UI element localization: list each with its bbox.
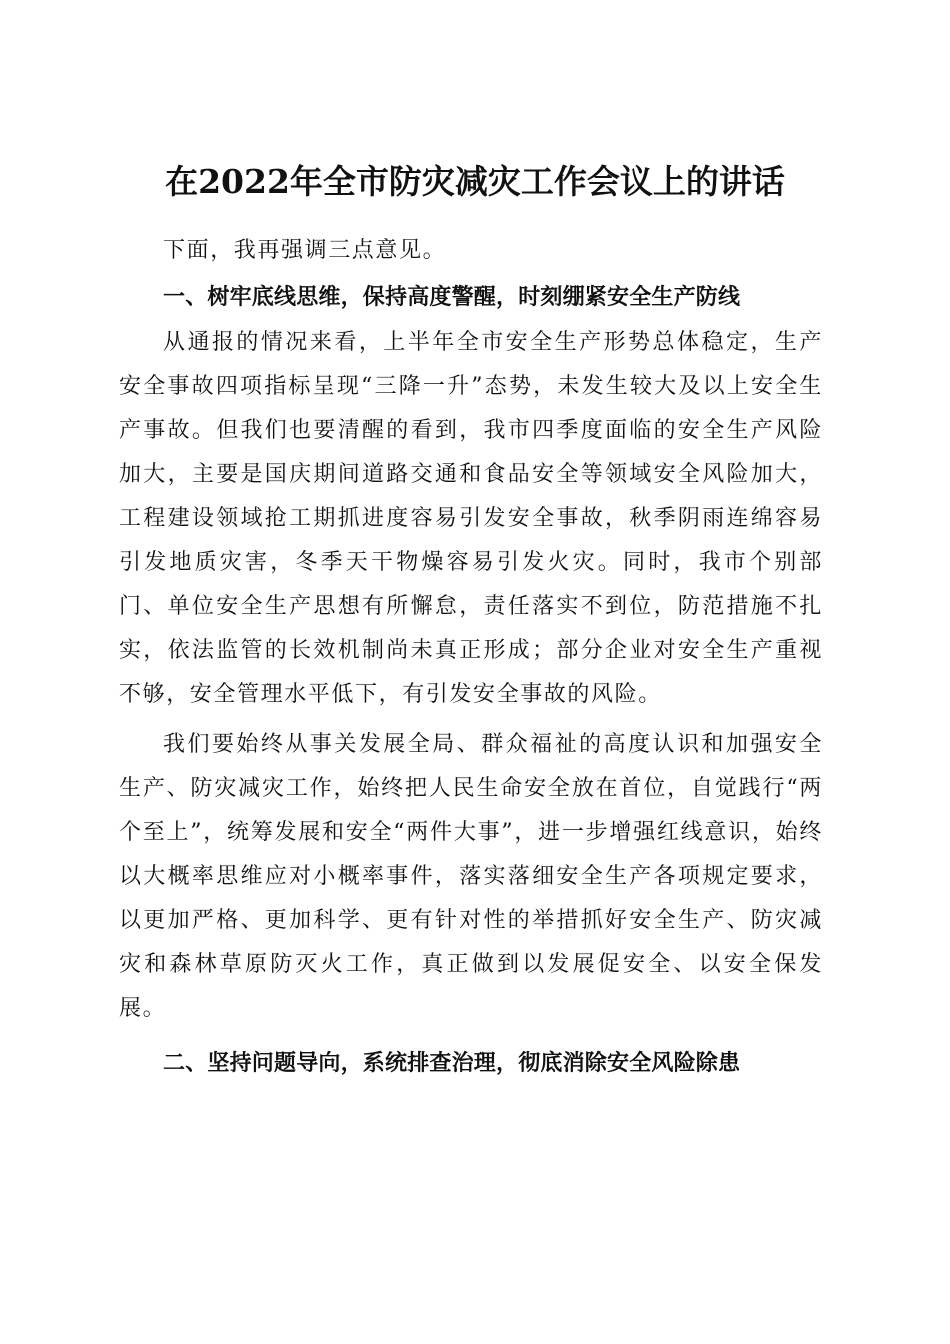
document-body [119, 229, 823, 1087]
body-paragraph-1: 从通报的情况来看，上半年全市安全生产形势总体稳定，生产安全事故四项指标呈现“三降一升”态势，未发生较大及以上安全生产事故。但我们也要清醒的看到，我市四季度面临的安全生产风险加大，主要是国庆期间道路交通和食品安全等领域安全风险加大，工程建设领域抢工期抓进度容易引发安全事故，秋季阴雨连绵容易引发地质灾害，冬季天干物燥容易引发火灾。同时，我市个别部门、单位安全生产思想有所懈怠，责任落实不到位，防范措施不扎实，依法监管的长效机制尚未真正形成；部分企业对安全生产重视不够，安全管理水平低下，有引发安全事故的风险。 [119, 330, 823, 707]
intro-paragraph: 下面，我再强调三点意见。 [163, 238, 447, 263]
page-title: 在2022年全市防灾减灾工作会议上的讲话 [165, 162, 785, 202]
body-paragraph-2: 我们要始终从事关发展全局、群众福祉的高度认识和加强安全生产、防灾减灾工作，始终把人民生命安全放在首位，自觉践行“两个至上”，统筹发展和安全“两件大事”，进一步增强红线意识，始终以大概率思维应对小概率事件，落实落细安全生产各项规定要求，以更加严格、更加科学、更有针对性的举措抓好安全生产、防灾减灾和森林草原防灭火工作，真正做到以发展促安全、以安全保发展。 [119, 732, 823, 1021]
section-heading-1: 一、树牢底线思维，保持高度警醒，时刻绷紧安全生产防线 [163, 284, 741, 310]
section-heading-2: 二、坚持问题导向，系统排查治理，彻底消除安全风险除患 [163, 1050, 741, 1076]
